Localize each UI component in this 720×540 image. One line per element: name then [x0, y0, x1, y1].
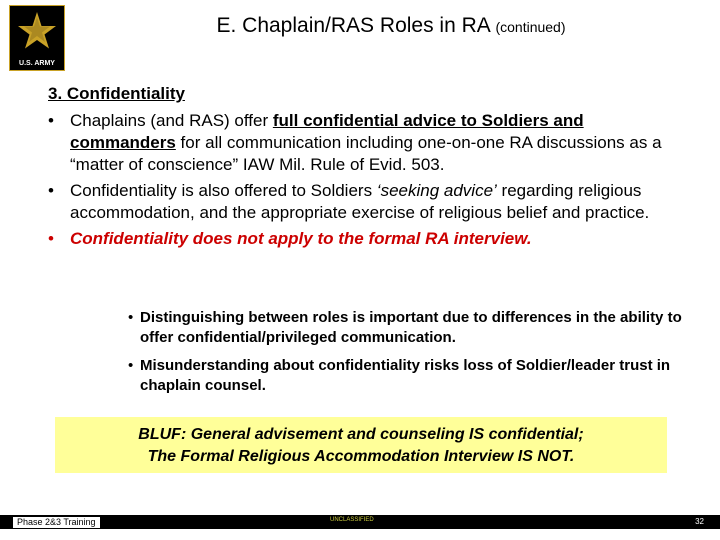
sub-bullet-item-2 — [128, 356, 688, 396]
sub-bullet-dot: • — [128, 357, 134, 374]
sub-bullet-item-1 — [128, 308, 688, 348]
slide-body — [48, 84, 688, 254]
bullet-1-text-post: for all communication including one-on-one RA discussions as a “matter of conscience” IAW Mil. Rule of Evid. 503. — [70, 133, 662, 174]
page-number: 32 — [695, 517, 704, 526]
bullet-1-text-pre: Chaplains (and RAS) offer — [70, 111, 273, 130]
bullet-item-3 — [48, 228, 688, 250]
slide-title-sub: (continued) — [495, 19, 566, 35]
bluf-line-1: BLUF: General advisement and counseling IS confidential; — [138, 426, 584, 443]
bullet-list — [48, 110, 688, 250]
section-heading: 3. Confidentiality — [48, 84, 185, 103]
bullet-3-text: Confidentiality does not apply to the formal RA interview. — [70, 229, 532, 248]
bluf-line-2: The Formal Religious Accommodation Interview IS NOT. — [147, 448, 575, 465]
slide-title — [72, 14, 710, 38]
slide-title-main: E. Chaplain/RAS Roles in RA — [216, 14, 490, 37]
bullet-2-text-pre: Confidentiality is also offered to Soldiers — [70, 181, 377, 200]
sub-bullet-list — [128, 308, 688, 404]
bullet-item-2 — [48, 180, 688, 224]
bullet-2-emphasis: ‘seeking advice’ — [376, 181, 497, 200]
bullet-1-emphasis: full confidential advice to Soldiers and commanders — [70, 111, 584, 152]
bullet-dot: • — [48, 181, 54, 200]
us-army-logo — [9, 5, 65, 71]
phase-label: Phase 2&3 Training — [12, 516, 101, 529]
bullet-2-text-post: regarding religious accommodation, and the appropriate exercise of religious belief and practice. — [70, 181, 650, 222]
sub-bullet-2-text: Misunderstanding about confidentiality risks loss of Soldier/leader trust in chaplain counsel. — [140, 357, 671, 394]
logo-text: U.S. ARMY — [19, 60, 55, 67]
classification-label: UNCLASSIFIED — [330, 517, 374, 523]
bullet-dot: • — [48, 111, 54, 130]
bullet-dot: • — [48, 229, 54, 248]
bluf-box — [55, 417, 667, 473]
sub-bullet-1-text: Distinguishing between roles is important due to differences in the ability to offer confidential/privileged communication. — [140, 309, 682, 346]
bullet-item-1 — [48, 110, 688, 176]
sub-bullet-dot: • — [128, 309, 134, 326]
